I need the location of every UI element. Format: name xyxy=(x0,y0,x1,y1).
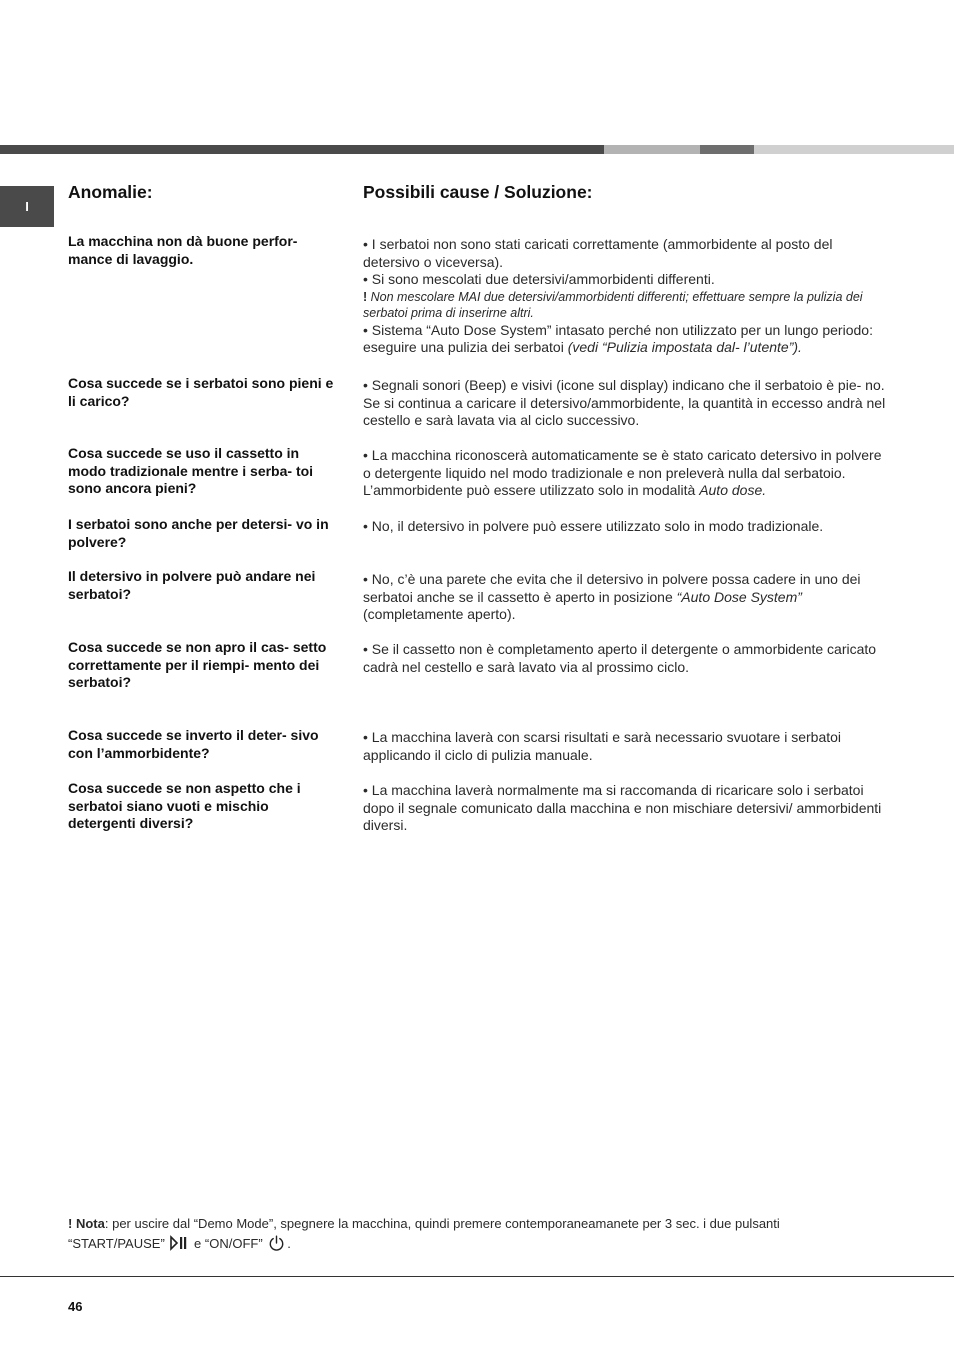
page-number: 46 xyxy=(68,1299,83,1314)
solution-block xyxy=(363,782,891,835)
solution-block xyxy=(363,447,891,500)
warning-note xyxy=(363,289,891,322)
solution-text-tail: (completamente aperto). xyxy=(363,606,516,623)
solution-block xyxy=(363,571,891,624)
anomaly-question: Il detersivo in polvere può andare nei serbatoi? xyxy=(68,568,316,602)
solution-text-italic: Auto dose. xyxy=(699,482,767,499)
solution-block xyxy=(363,518,891,536)
anomaly-question: I serbatoi sono anche per detersi- vo in polvere? xyxy=(68,516,329,550)
demo-mode-note xyxy=(68,1214,888,1254)
note-text: : per uscire dal “Demo Mode”, spegnere la macchina, quindi premere contemporaneamanete per 3 sec. i due pulsanti xyxy=(104,1216,780,1231)
solution-text: • Segnali sonori (Beep) e visivi (icone sul display) indicano che il serbatoio è pie- no. Se si continua a caricare il detersivo/ammorbidente, la quantità in eccesso andrà nel cestello e sarà lavata via al ciclo successivo. xyxy=(363,377,886,429)
anomaly-question: La macchina non dà buone perfor- mance di lavaggio. xyxy=(68,233,298,267)
start-pause-label: “START/PAUSE” xyxy=(68,1236,165,1251)
solution-text xyxy=(363,571,891,624)
column-header-anomalies: Anomalie: xyxy=(68,182,153,202)
solution-text xyxy=(363,447,891,500)
solution-text-italic: “Auto Dose System” xyxy=(676,588,802,605)
solution-block xyxy=(363,641,891,676)
footer-divider xyxy=(0,1276,954,1277)
solution-text-main: • Sistema “Auto Dose System” intasato perché non utilizzato per un lungo periodo: eseguire una pulizia dei serbatoi xyxy=(363,321,873,356)
solution-block xyxy=(363,236,891,357)
solution-text xyxy=(363,322,891,357)
note-conjunction: e xyxy=(194,1236,202,1251)
anomaly-question: Cosa succede se i serbatoi sono pieni e li carico? xyxy=(68,375,334,409)
solution-text: • La macchina laverà con scarsi risultati e sarà necessario svuotare i serbatoi applicando il ciclo di pulizia manuale. xyxy=(363,729,842,763)
header-bar-pale xyxy=(754,145,954,154)
solution-text-main: • La macchina riconoscerà automaticamente se è stato caricato detersivo in polvere o detergente liquido nel modo tradizionale e non preleverà nulla dal serbatoio. L’ammorbidente può essere utilizzato solo in modalità xyxy=(363,447,882,499)
warning-text: Non mescolare MAI due detersivi/ammorbidenti differenti; effettuare sempre la pulizia dei serbatoi prima di inserirne altri. xyxy=(363,289,863,321)
solution-text: • Si sono mescolati due detersivi/ammorbidenti differenti. xyxy=(363,271,715,288)
solution-text: • I serbatoi non sono stati caricati correttamente (ammorbidente al posto del detersivo o viceversa). xyxy=(363,236,833,270)
solution-block xyxy=(363,377,891,430)
header-bar-dark xyxy=(0,145,604,154)
header-bar-mid xyxy=(700,145,754,154)
solution-text: • No, il detersivo in polvere può essere utilizzato solo in modo tradizionale. xyxy=(363,518,824,534)
anomaly-question: Cosa succede se inverto il deter- sivo con l’ammorbidente? xyxy=(68,727,319,761)
solution-text: • La macchina laverà normalmente ma si raccomanda di ricaricare solo i serbatoi dopo il segnale comunicato dalla macchina e non mischiare detersivi/ ammorbidenti diversi. xyxy=(363,782,882,834)
anomaly-question: Cosa succede se non aspetto che i serbatoi siano vuoti e mischio detergenti diversi? xyxy=(68,780,301,832)
anomaly-question: Cosa succede se uso il cassetto in modo tradizionale mentre i serba- toi sono ancora pieni? xyxy=(68,445,314,497)
solution-text-italic: (vedi “Pulizia impostata dal- l’utente”). xyxy=(567,339,802,356)
column-header-solutions: Possibili cause / Soluzione: xyxy=(363,182,593,202)
note-label: Nota xyxy=(75,1216,105,1231)
solution-text-main: • No, c’è una parete che evita che il detersivo in polvere possa cadere in uno dei serbatoi anche se il cassetto è aperto in posizione xyxy=(363,571,861,605)
play-pause-icon xyxy=(170,1235,188,1251)
warning-mark: ! xyxy=(363,289,368,304)
power-icon xyxy=(268,1235,285,1252)
note-end: . xyxy=(287,1236,291,1251)
solution-block xyxy=(363,729,891,764)
solution-text: • Se il cassetto non è completamento aperto il detergente o ammorbidente caricato cadrà nel cestello e sarà lavato via al prossimo ciclo. xyxy=(363,641,877,675)
anomaly-question: Cosa succede se non apro il cas- setto correttamente per il riempi- mento dei serbatoi? xyxy=(68,639,327,691)
note-mark: ! xyxy=(68,1216,73,1231)
header-bar-light xyxy=(604,145,700,154)
on-off-label: “ON/OFF” xyxy=(204,1236,263,1251)
language-tab: I xyxy=(0,186,54,227)
